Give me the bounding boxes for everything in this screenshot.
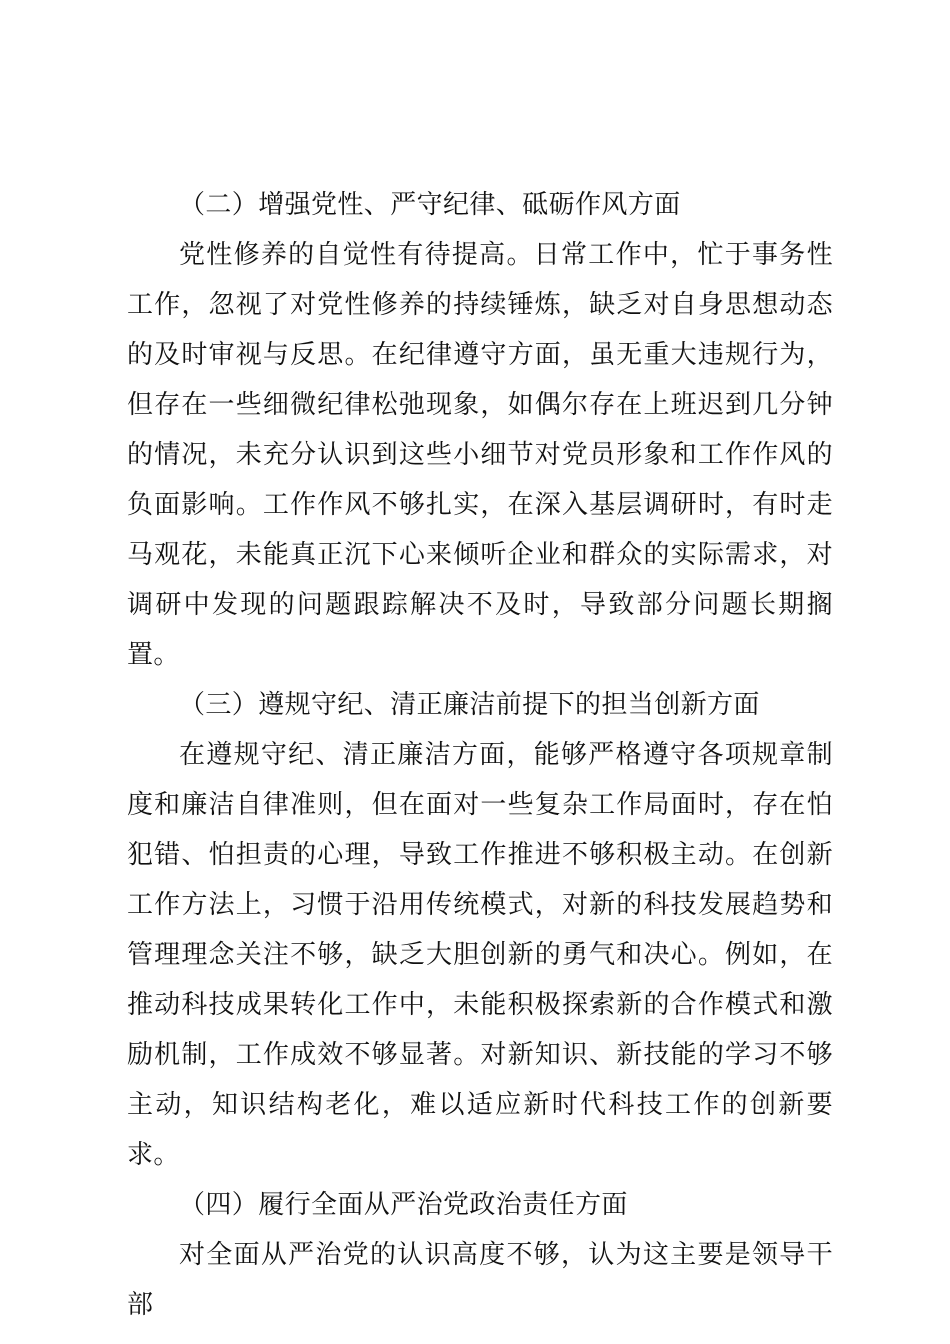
section-heading-3: （三）遵规守纪、清正廉洁前提下的担当创新方面 xyxy=(179,690,760,720)
section-heading-2: （二）增强党性、严守纪律、砥砺作风方面 xyxy=(179,190,681,220)
section-heading-4: （四）履行全面从严治党政治责任方面 xyxy=(179,1190,628,1220)
document-body xyxy=(127,180,833,1330)
section-paragraph-3: 在遵规守纪、清正廉洁方面，能够严格遵守各项规章制度和廉洁自律准则，但在面对一些复杂工作局面时，存在怕犯错、怕担责的心理，导致工作推进不够积极主动。在创新工作方法上，习惯于沿用传统模式，对新的科技发展趋势和管理理念关注不够，缺乏大胆创新的勇气和决心。例如，在推动科技成果转化工作中，未能积极探索新的合作模式和激励机制，工作成效不够显著。对新知识、新技能的学习不够主动，知识结构老化，难以适应新时代科技工作的创新要求。 xyxy=(127,740,833,1170)
section-paragraph-2: 党性修养的自觉性有待提高。日常工作中，忙于事务性工作，忽视了对党性修养的持续锤炼，缺乏对自身思想动态的及时审视与反思。在纪律遵守方面，虽无重大违规行为，但存在一些细微纪律松弛现象，如偶尔存在上班迟到几分钟的情况，未充分认识到这些小细节对党员形象和工作作风的负面影响。工作作风不够扎实，在深入基层调研时，有时走马观花，未能真正沉下心来倾听企业和群众的实际需求，对调研中发现的问题跟踪解决不及时，导致部分问题长期搁置。 xyxy=(127,240,833,670)
section-paragraph-4: 对全面从严治党的认识高度不够，认为这主要是领导干部 xyxy=(127,1240,833,1320)
